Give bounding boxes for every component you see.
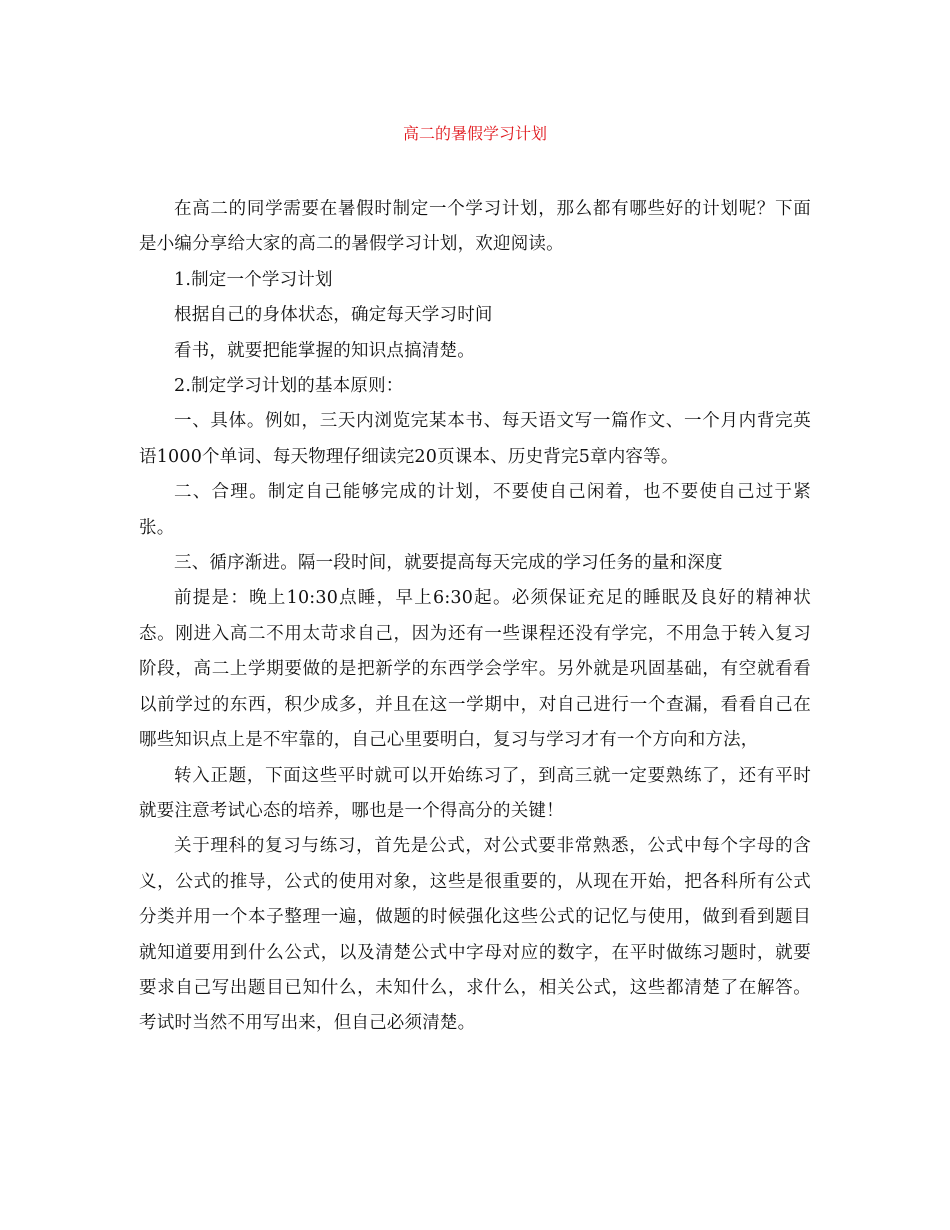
paragraph-premise: 前提是：晚上10:30点睡，早上6:30起。必须保证充足的睡眠及良好的精神状态。刚进入高二不用太苛求自己，因为还有一些课程还没有学完，不用急于转入复习阶段，高二上学期要做的是把新学的东西学会学牢。另外就是巩固基础，有空就看看以前学过的东西，积少成多，并且在这一学期中，对自己进行一个查漏，看看自己在哪些知识点上是不牢靠的，自己心里要明白，复习与学习才有一个方向和方法， <box>139 588 811 751</box>
paragraph-science-review: 关于理科的复习与练习，首先是公式，对公式要非常熟悉，公式中每个字母的含义，公式的推导，公式的使用对象，这些是很重要的，从现在开始，把各科所有公式分类并用一个本子整理一遍，做题的时候强化这些公式的记忆与使用，做到看到题目就知道要用到什么公式，以及清楚公式中字母对应的数字，在平时做练习题时，就要要求自己写出题目已知什么，未知什么，求什么，相关公式，这些都清楚了在解答。考试时当然不用写出来，但自己必须清楚。 <box>139 836 811 1034</box>
paragraph-intro: 在高二的同学需要在暑假时制定一个学习计划，那么都有哪些好的计划呢？下面是小编分享给大家的高二的暑假学习计划，欢迎阅读。 <box>139 199 811 255</box>
paragraph-principle-1: 一、具体。例如，三天内浏览完某本书、每天语文写一篇作文、一个月内背完英语1000个单词、每天物理仔细读完20页课本、历史背完5章内容等。 <box>139 411 811 467</box>
paragraph-principle-3: 三、循序渐进。隔一段时间，就要提高每天完成的学习任务的量和深度 <box>174 553 723 574</box>
paragraph: 根据自己的身体状态，确定每天学习时间 <box>174 305 493 326</box>
paragraph-principle-2: 二、合理。制定自己能够完成的计划，不要使自己闲着，也不要使自己过于紧张。 <box>139 482 811 538</box>
paragraph-practice: 转入正题，下面这些平时就可以开始练习了，到高三就一定要熟练了，还有平时就要注意考试心态的培养，哪也是一个得高分的关键！ <box>139 765 811 821</box>
paragraph-heading-2: 2.制定学习计划的基本原则： <box>174 376 404 397</box>
document-body <box>139 192 811 1042</box>
document-title: 高二的暑假学习计划 <box>402 124 547 143</box>
paragraph: 看书，就要把能掌握的知识点搞清楚。 <box>174 340 475 361</box>
paragraph-heading-1: 1.制定一个学习计划 <box>174 269 333 290</box>
